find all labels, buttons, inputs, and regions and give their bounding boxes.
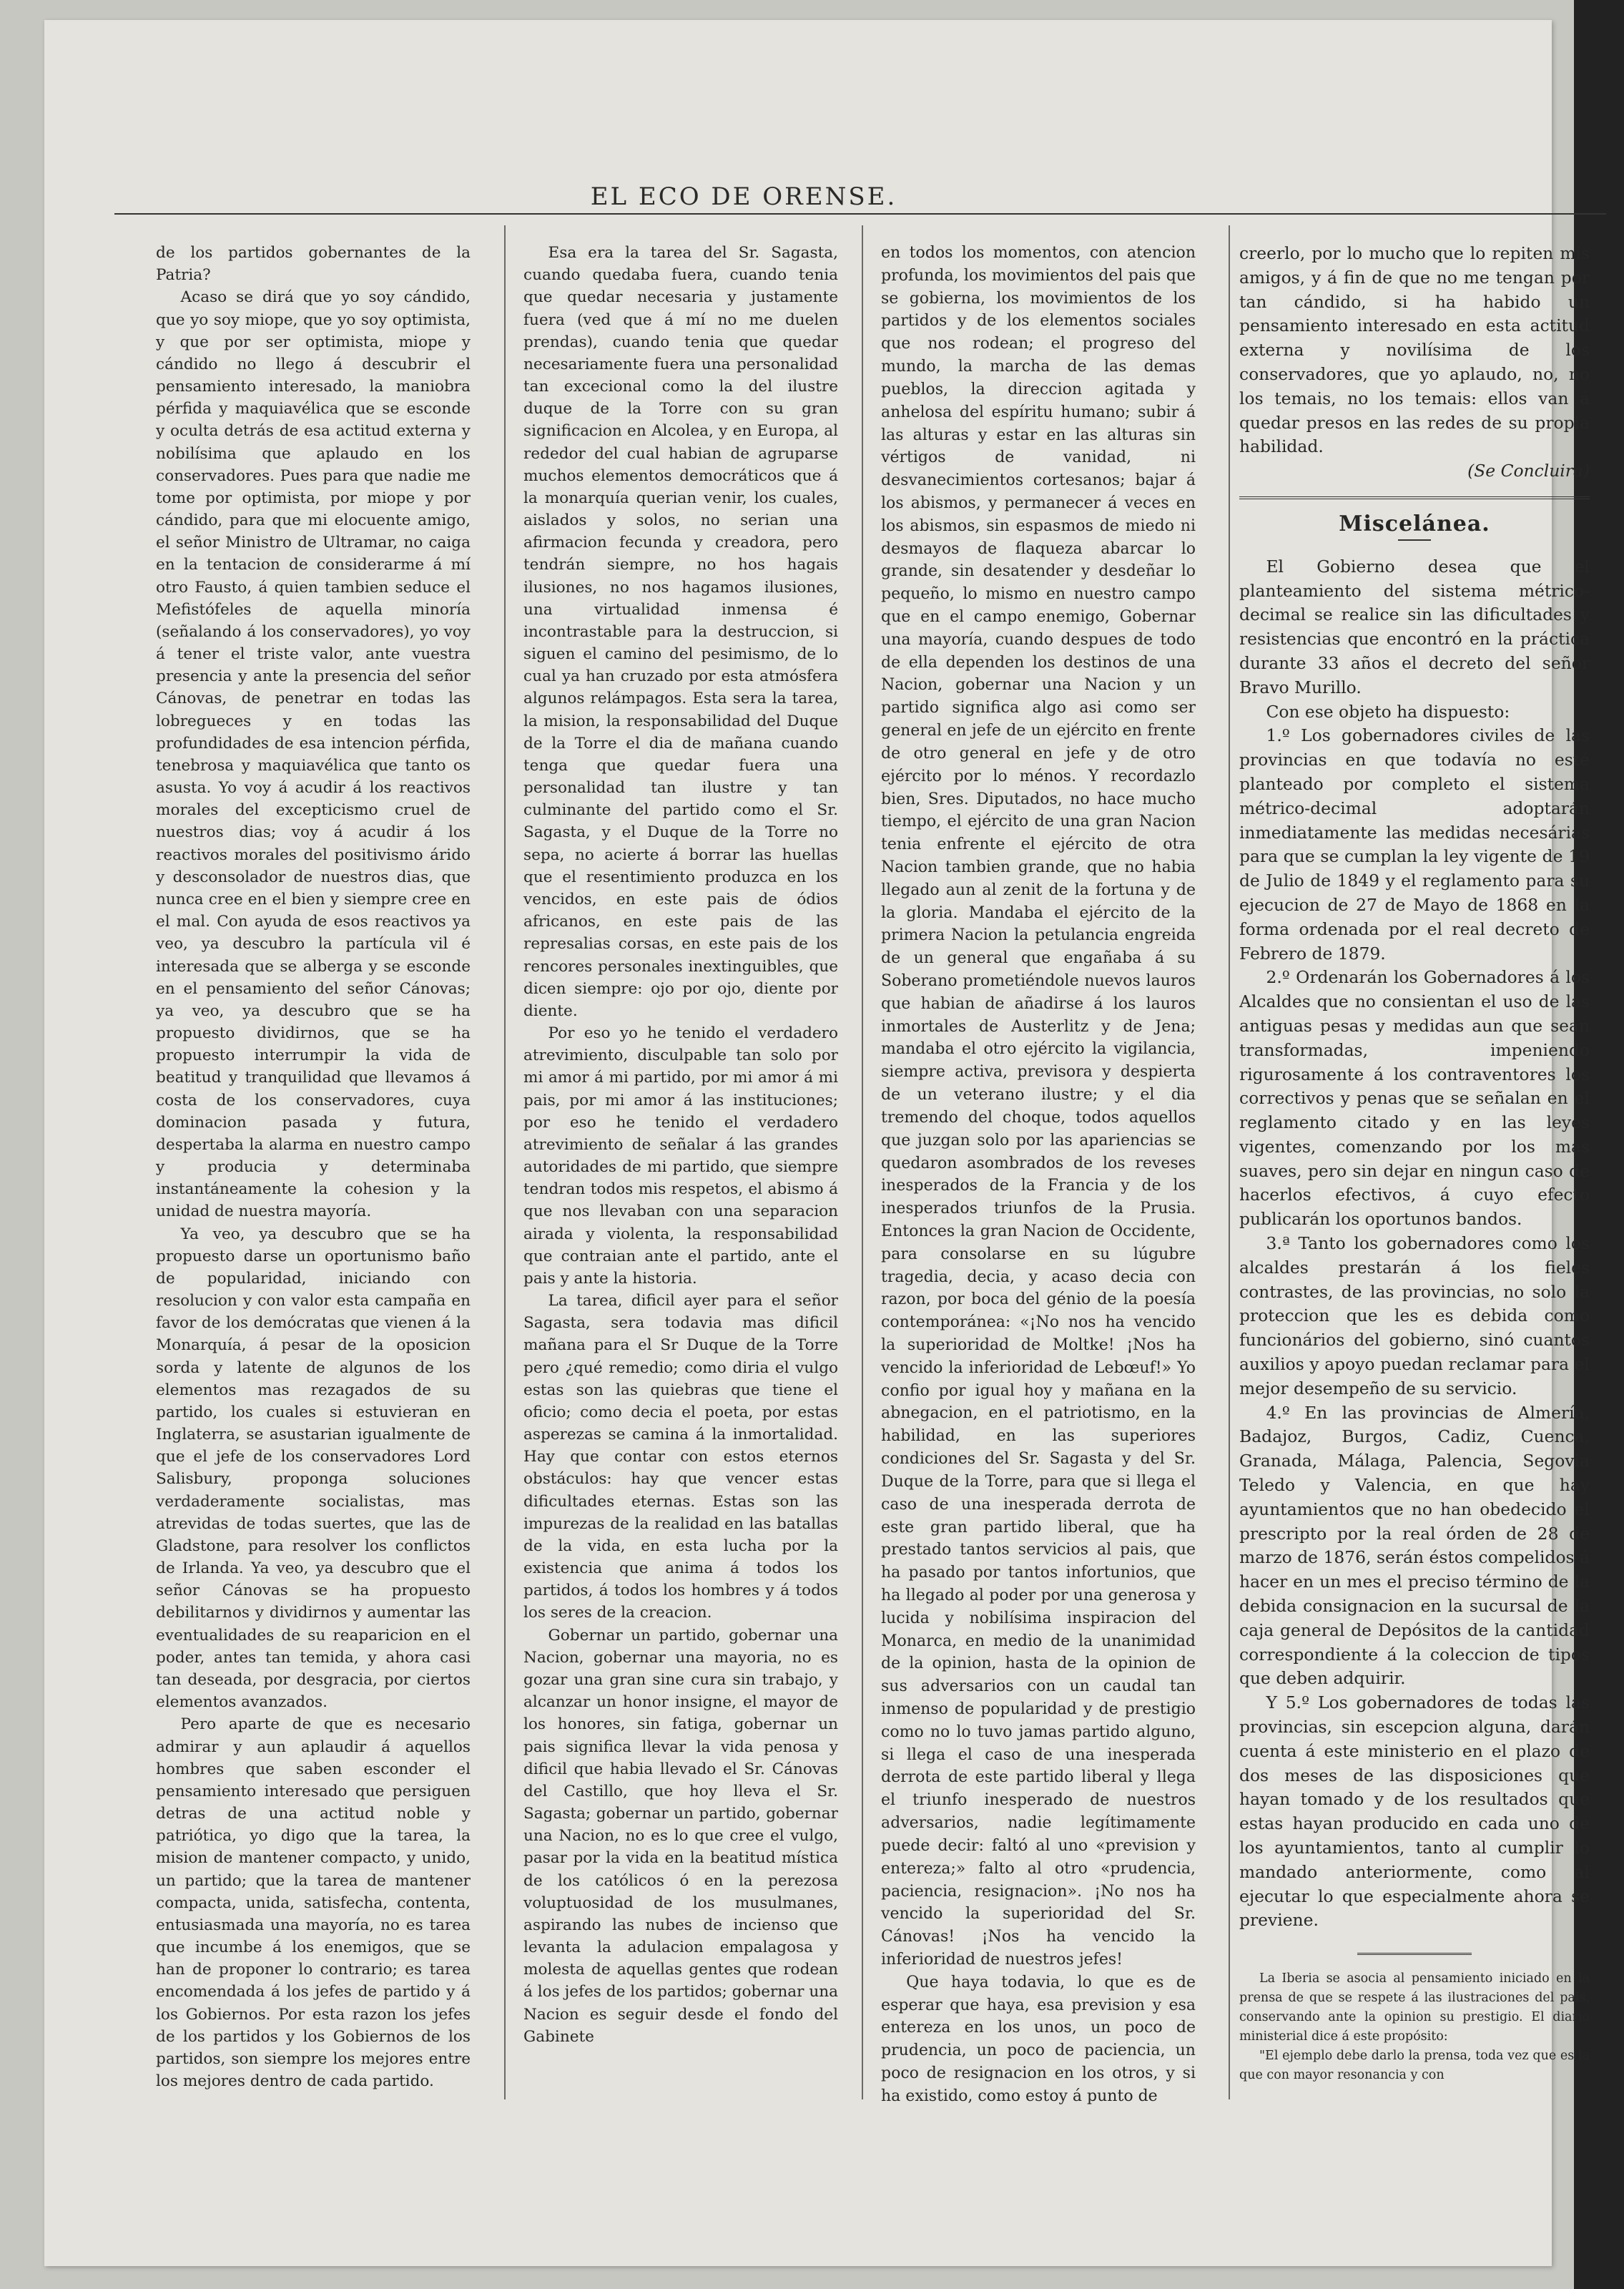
paragraph: Con ese objeto ha dispuesto: bbox=[1266, 701, 1510, 722]
paragraph: "El ejemplo debe darlo la prensa, toda vez que es la que con mayor resonancia y con bbox=[1239, 2049, 1590, 2083]
paragraph: La tarea, dificil ayer para el señor Sagasta, sera todavia mas dificil mañana para el Sr Duque de la Torre pero ¿qué remedio; como diria el vulgo estas son las quiebras que tiene el oficio; como decia el poeta, por estas asperezas se camina á la inmortalidad. Hay que contar con estos eternos obstáculos: hay que vencer estas dificultades eternas. Estas son las impurezas de la realidad en las batallas de la vida, en esta lucha por la existencia que anima á todos los partidos, á todos los hombres y á todos los seres de la creacion. bbox=[523, 1292, 838, 1622]
paragraph: 3.ª Tanto los gobernadores como los alcaldes prestarán á los fieles contrastes, de las provincias, no solo la proteccion que les es debida como funcionários del gobierno, sinó cuantos auxilios y apoyo puedan reclamar para el mejor desempeño de su servicio. bbox=[1239, 1233, 1590, 1398]
paragraph: 1.º Los gobernadores civiles de las provincias en que todavía no esté planteado por completo el sistema métrico-decimal adoptarán inmediatamente las medidas necesárias para que se cumplan la ley vigente de 19 de Julio de 1849 y el reglamento para su ejecucion de 27 de Mayo de 1868 en la forma ordenada por el real decreto de Febrero de 1879. bbox=[1239, 725, 1590, 964]
article-column-1 bbox=[156, 242, 471, 2092]
paragraph: La Iberia se asocia al pensamiento iniciado en la prensa de que se respete á las ilustraciones del pais, conservando ante la opinion su prestigio. El diario ministerial dice á este propósito: bbox=[1239, 1971, 1590, 2044]
paragraph: Ya veo, ya descubro que se ha propuesto darse un oportunismo baño de popularidad, iniciando con resolucion y con valor esta campaña en favor de los demócratas que vienen á la Monarquía, á pesar de la oposicion sorda y latente de algunos de los elementos mas rezagados de su partido, los cuales si estuvieran en Inglaterra, se asustarian igualmente de que el jefe de los conservadores Lord Salisbury, proponga soluciones verdaderamente socialistas, mas atrevidas de todas suertes, que las de Gladstone, para resolver los conflictos de Irlanda. Ya veo, ya descubro que el señor Cánovas se ha propuesto debilitarnos y dividirnos y aumentar las eventualidades de su reaparicion en el poder, antes tan temida, y ahora casi tan deseada, por desgracia, por ciertos elementos avanzados. bbox=[156, 1225, 471, 1712]
article-column-2 bbox=[523, 242, 838, 2048]
column-divider bbox=[862, 225, 863, 2099]
column-divider bbox=[504, 225, 506, 2099]
heading-rule bbox=[1398, 539, 1431, 541]
masthead: EL ECO DE ORENSE. bbox=[590, 182, 897, 211]
paragraph: El Gobierno desea que el planteamiento del sistema métrico-decimal se realice sin las dificultades y resistencias que encontró en la práctica durante 33 años el decreto del señor Bravo Murillo. bbox=[1239, 556, 1590, 697]
miscellany-heading: Miscelánea. bbox=[1339, 511, 1490, 536]
column-divider bbox=[1229, 225, 1230, 2099]
paragraph: Esa era la tarea del Sr. Sagasta, cuando quedaba fuera, cuando tenia que quedar necesaria y justamente fuera (ved que á mí no me duelen prendas), cuando tenia que quedar necesariamente fuera una personalidad tan excecional como la del ilustre duque de la Torre con su gran significacion en Alcolea, y en Europa, al rededor del cual habian de agruparse muchos elementos democráticos que á la monarquía querian venir, los cuales, aislados y solos, no serian una afirmacion fecunda y creadora, pero tendrán siempre, no hos hagais ilusiones, no nos hagamos ilusiones, una virtualidad inmensa é incontrastable para la destruccion, si siguen el camino del pesimismo, de lo cual ya han cruzado por esta atmósfera algunos relámpagos. Esta sera la tarea, la mision, la responsabilidad del Duque de la Torre el dia de mañana cuando tenga que quedar fuera una personalidad tan ilustre y tan culminante del partido como el Sr. Sagasta, y el Duque de la Torre no sepa, no acierte á borrar las huellas que el resentimiento produzca en los vencidos, en este pais de ódios africanos, en este pais de las represalias corsas, en este pais de los rencores personales inextinguibles, que dicen siempre: ojo por ojo, diente por diente. bbox=[523, 244, 838, 1020]
paragraph: Que haya todavia, lo que es de esperar que haya, esa prevision y esa entereza en los unos, un poco de prudencia, un poco de paciencia, un poco de resignacion en los otros, y si ha existido, como estoy á punto de bbox=[881, 1973, 1196, 2105]
paragraph: de los partidos gobernantes de la Patria? bbox=[156, 244, 471, 285]
article-column-3 bbox=[881, 242, 1196, 2108]
paragraph: Y 5.º Los gobernadores de todas las provincias, sin escepcion alguna, darán cuenta á este ministerio en el plazo de dos meses de las disposiciones que hayan tomado y de los resultados que estas hayan producido en cada uno de los ayuntamientos, tanto al cumplir lo mandado anteriormente, como al ejecutar lo que especialmente ahora se previene. bbox=[1239, 1692, 1590, 1931]
paragraph: 4.º En las provincias de Almería, Badajoz, Burgos, Cadiz, Cuenca, Granada, Málaga, Palencia, Segovia Teledo y Valencia, en que hay ayuntamientos que no han obedecido el prescripto por la real órden de 28 de marzo de 1876, serán éstos compelidos á hacer en un mes el preciso término de la debida consignacion en la sucursal de la caja general de Depósitos de la cantidad correspondiente á la coleccion de tipos que deben adquirir. bbox=[1239, 1402, 1590, 1689]
paragraph: en todos los momentos, con atencion profunda, los movimientos del pais que se gobierna, los movimientos de los partidos y de los elementos sociales que nos rodean; el progreso del mundo, la marcha de las demas pueblos, la direccion agitada y anhelosa del espíritu humano; subir á las alturas y estar en las alturas sin vértigos de vanidad, ni desvanecimientos cortesanos; bajar á los abismos, y permanecer á veces en los abismos, sin espasmos de miedo ni desmayos de flaqueza abarcar lo grande, sin desatender y desdeñar lo pequeño, lo mismo en nuestro campo que en el campo enemigo, Gobernar una mayoría, cuando despues de todo de ella dependen los destinos de una Nacion, gobernar una Nacion y un partido significa algo asi como ser general en jefe de un ejército en frente de otro general en jefe y de otro ejército por lo ménos. Y recordazlo bien, Sres. Diputados, no hace mucho tiempo, el ejército de una gran Nacion tenia enfrente el ejército de otra Nacion tambien grande, que no habia llegado aun al zenit de la fortuna y de la gloria. Mandaba el ejército de la primera Nacion la petulancia engreida de un general que engañaba á su Soberano prometiéndole nuevos lauros que habian de añadirse á los lauros inmortales de Austerlitz y de Jena; mandaba el otro ejército la vigilancia, siempre activa, previsora y despierta de un veterano ilustre; y el dia tremendo del choque, todos aquellos que juzgan solo por las apariencias se quedaron asombrados de los reveses inesperados de la Francia y de los inesperados triunfos de la Prusia. Entonces la gran Nacion de Occidente, para consolarse en su lúgubre tragedia, decia, y acaso decia con razon, por boca del génio de la poesía contemporánea: «¡No nos ha vencido la superioridad de Moltke! ¡Nos ha vencido la inferioridad de Lebœuf!» Yo confio por igual hoy y mañana en la abnegacion, en el patriotismo, en la habilidad, en las superiores condiciones del Sr. Sagasta y del Sr. Duque de la Torre, para que si llega el caso de una inesperada derrota de este gran partido liberal, que ha prestado tantos servicios al pais, que ha pasado por tantos infortunios, que ha llegado al poder por una generosa y lucida y nobilísima inspiracion del Monarca, en medio de la unanimidad de la opinion, hasta de la opinion de sus adversarios con un caudal tan inmenso de popularidad y de prestigio como no lo tuvo jamas partido alguno, si llega el caso de una inesperada derrota de este partido liberal y llega el triunfo inesperado de nuestros adversarios, nadie legítimamente puede decir: faltó al uno «prevision y entereza;» falto al otro «prudencia, paciencia, resignacion». ¡No nos ha vencido la superioridad del Sr. Cánovas! ¡Nos ha vencido la inferioridad de nuestros jefes! bbox=[881, 244, 1196, 1969]
separator-rule bbox=[1357, 1953, 1472, 1955]
article-column-4 bbox=[1239, 242, 1590, 2085]
small-print-item bbox=[1239, 1969, 1590, 2085]
to-be-continued: (Se Concluira) bbox=[1467, 461, 1590, 481]
paragraph: 2.º Ordenarán los Gobernadores á los Alcaldes que no consientan el uso de las antiguas pesas y medidas aun que sean transformadas, impeniendo rigurosamente á los contraventores los correctivos y penas que se señalan en el reglamento citado y en las leyes vigentes, comenzando por los mas suaves, pero sin dejar en ningun caso de hacerlos efectivos, á cuyo efecto publicarán los oportunos bandos. bbox=[1239, 967, 1590, 1230]
paragraph: Por eso yo he tenido el verdadero atrevimiento, disculpable tan solo por mi amor á mi partido, por mi amor á mi pais, por mi amor á las instituciones; por eso he tenido el verdadero atrevimiento de señalar á las grandes autoridades de mi partido, que siempre tendran todos mis respetos, el abismo á que nos llevaban con una separacion airada y violenta, la responsabilidad que contraian ante el partido, ante el pais y ante la historia. bbox=[523, 1024, 838, 1288]
paragraph: creerlo, por lo mucho que lo repiten mis amigos, y á fin de que no me tengan por tan cándido, si ha habido un pensamiento interesado en esta actitud externa y novilísima de los conservadores, que yo aplaudo, no, no los temais, no los temais: ellos van á quedar presos en las redes de su propia habilidad. bbox=[1239, 243, 1590, 457]
paragraph: Acaso se dirá que yo soy cándido, que yo soy miope, que yo soy optimista, y que por ser optimista, miope y cándido no llego á descubrir el pensamiento interesado, la maniobra pérfida y maquiavélica que se esconde y oculta detrás de esa actitud externa y nobilísima que aplaudo en los conservadores. Pues para que nadie me tome por optimista, por miope y por cándido, para que mi elocuente amigo, el señor Ministro de Ultramar, no caiga en la tentacion de considerarme á mí otro Fausto, á quien tambien seduce el Mefistófeles de aquella minoría (señalando á los conservadores), yo voy á tener el triste valor, ante vuestra presencia y ante la presencia del señor Cánovas, de penetrar en todas las lobregueces y en todas las profundidades de esa intencion pérfida, tenebrosa y maquiavélica que tanto os asusta. Yo voy á acudir á los reactivos morales del excepticismo cruel de nuestros dias; voy á acudir á los reactivos morales del positivismo árido y desconsolador de nuestros dias, que nunca cree en el bien y siempre cree en el mal. Con ayuda de esos reactivos ya veo, ya descubro la partícula vil é interesada que se alberga y se esconde en el pensamiento del señor Cánovas; ya veo, ya descubro que se ha propuesto dividirnos, que se ha propuesto interrumpir la vida de beatitud y tranquilidad que llevamos á costa de los conservadores, cuya dominacion pasada y futura, despertaba la alarma en nuestro campo y producia y determinaba instantáneamente la cohesion y la unidad de nuestra mayoría. bbox=[156, 288, 471, 1221]
paragraph: Gobernar un partido, gobernar una Nacion, gobernar una mayoria, no es gozar una gran sine cura sin trabajo, y alcanzar un honor insigne, el mayor de los honores, sin fatiga, gobernar un pais significa llevar la vida penosa y dificil que habia llevado el Sr. Cánovas del Castillo, que hoy lleva el Sr. Sagasta; gobernar un partido, gobernar una Nacion, no es lo que cree el vulgo, pasar por la vida en la beatitud mística de los católicos ó en la perezosa voluptuosidad de los musulmanes, aspirando las nubes de incienso que levanta la adulacion empalagosa y molesta de aquellas gentes que rodean á los jefes de los partidos; gobernar una Nacion es seguir desde el fondo del Gabinete bbox=[523, 1626, 838, 2046]
masthead-rule bbox=[114, 213, 1606, 215]
section-rule bbox=[1239, 496, 1590, 499]
paragraph: Pero aparte de que es necesario admirar y aun aplaudir á aquellos hombres que saben esconder el pensamiento interesado que persiguen detras de una actitud noble y patriótica, yo digo que la tarea, la mision de mantener compacto, y unido, un partido; que la tarea de mantener compacta, unida, satisfecha, contenta, entusiasmada una mayoría, no es tarea que incumbe á los enemigos, que se han de proponer lo contrario; es tarea encomendada á los jefes de partido y á los Gobiernos. Por esta razon los jefes de los partidos y los Gobiernos de los partidos, son siempre los mejores entre los mejores dentro de cada partido. bbox=[156, 1715, 471, 2091]
